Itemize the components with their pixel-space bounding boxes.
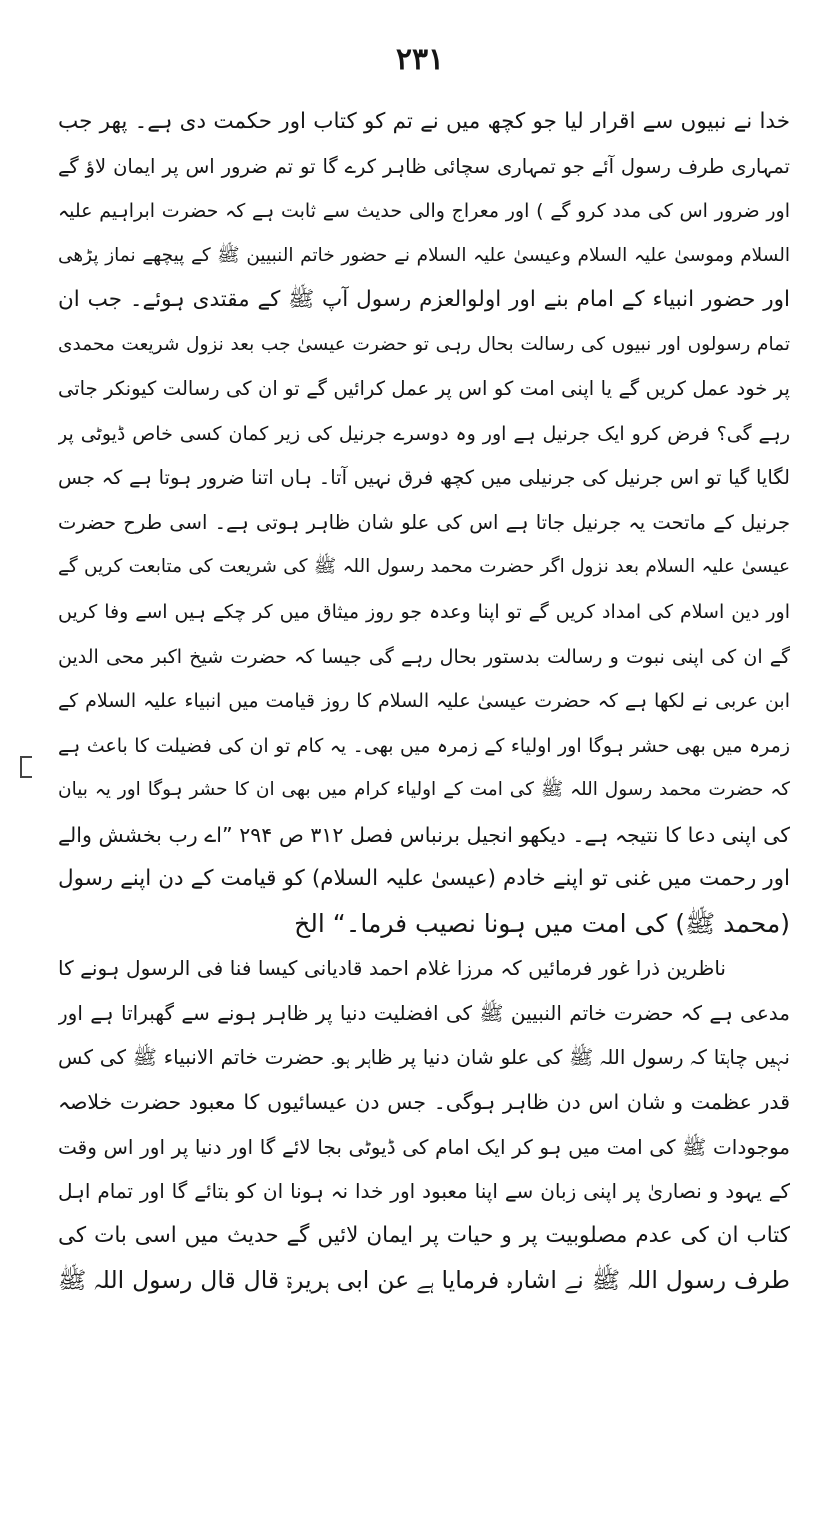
text-line: لگایا گیا تو اس جرنیل کی جرنیلی میں کچھ فرق نہیں آتا۔ ہاں اتنا ضرور ہوتا ہے کہ جس	[58, 466, 790, 490]
text-line: کی اپنی دعا کا نتیجہ ہے۔ دیکھو انجیل برنباس فصل ۳۱۲ ص ۲۹۴ ”اے رب بخشش والے	[58, 822, 790, 847]
text-line: اور حضور انبیاء کے امام بنے اور اولوالعزم رسول آپ ﷺ کے مقتدی ہوئے۔ جب ان	[58, 287, 790, 313]
text-line: السلام وموسیٰ علیہ السلام وعیسیٰ علیہ السلام نے حضور خاتم النبیین ﷺ کے پیچھے نماز پڑھی	[58, 244, 790, 266]
text-line: نہیں چاہتا کہ رسول اللہ ﷺ کی علو شان دنیا پر ظاہر ہو۔ حضرت خاتم الانبیاء ﷺ کی کس	[58, 1045, 790, 1070]
text-line: تمام رسولوں اور نبیوں کی رسالت بحال رہی تو حضرت عیسیٰ جب بعد نزول شریعت محمدی	[58, 333, 790, 355]
text-line: پر خود عمل کریں گے یا اپنی امت کو اس پر عمل کرائیں گے تو ان کی رسالت کیونکر جاتی	[58, 377, 790, 401]
page-body-text	[58, 100, 790, 1303]
text-line: کتاب ان کی عدم مصلوبیت پر و حیات پر ایمان لائیں گے حدیث میں اسی بات کی	[58, 1222, 790, 1248]
text-line: رہے گی؟ فرض کرو ایک جرنیل ہے اور وہ دوسرے جرنیل کی زیر کمان کسی خاص ڈیوٹی پر	[58, 422, 790, 445]
text-line: اور ضرور اس کی مدد کرو گے ) اور معراج والی حدیث سے ثابت ہے کہ حضرت ابراہیم علیہ	[58, 200, 790, 223]
text-line: عیسیٰ علیہ السلام بعد نزول اگر حضرت محمد رسول اللہ ﷺ کی شریعت کی متابعت کریں گے	[58, 556, 790, 578]
text-line: خدا نے نبیوں سے اقرار لیا جو کچھ میں نے تم کو کتاب اور حکمت دی ہے۔ پھر جب	[58, 109, 790, 134]
margin-mark	[20, 756, 32, 778]
text-line: اور رحمت میں غنی تو اپنے خادم (عیسیٰ علیہ السلام) کو قیامت کے دن اپنے رسول	[58, 866, 790, 892]
text-line: زمرہ میں بھی حشر ہوگا اور اولیاء کے زمرہ میں بھی۔ یہ کام تو ان کی فضیلت کا باعث ہے	[58, 734, 790, 757]
text-line: (محمد ﷺ) کی امت میں ہونا نصیب فرما۔“ الخ	[294, 908, 790, 938]
text-line: کے یہود و نصاریٰ پر اپنی زبان سے اپنا معبود اور خدا نہ ہونا ان کو بتائے گا اور تمام اہل	[58, 1179, 790, 1204]
text-line: اور دین اسلام کی امداد کریں گے تو اپنا وعدہ جو روز میثاق میں کر چکے ہیں اسے وفا کریں	[58, 601, 790, 624]
text-line: قدر عظمت و شان اس دن ظاہر ہوگی۔ جس دن عیسائیوں کا معبود حضرت خلاصہ	[58, 1090, 790, 1115]
text-line: ابن عربی نے لکھا ہے کہ حضرت عیسیٰ علیہ السلام کا روز قیامت میں انبیاء علیہ السلام کے	[58, 690, 790, 713]
text-line: ناظرین ذرا غور فرمائیں کہ مرزا غلام احمد قادیانی کیسا فنا فی الرسول ہونے کا	[58, 956, 726, 981]
text-line: طرف رسول اللہ ﷺ نے اشارہ فرمایا ہے عن ابی ہریرۃ قال قال رسول اللہ ﷺ	[58, 1266, 790, 1295]
text-line: گے ان کی اپنی نبوت و رسالت بدستور بحال رہے گی جیسا کہ حضرت شیخ اکبر محی الدین	[58, 645, 790, 668]
text-line: موجودات ﷺ کی امت میں ہو کر ایک امام کی ڈیوٹی بجا لائے گا اور دنیا پر اور اس وقت	[58, 1134, 790, 1159]
text-line: کہ حضرت محمد رسول اللہ ﷺ کی امت کے اولیاء کرام میں بھی ان کا حشر ہوگا اور یہ بیان	[58, 779, 790, 801]
page-number: ۲۳۱	[395, 42, 445, 77]
text-line: جرنیل کے ماتحت یہ جرنیل جاتا ہے اس کی علو شان ظاہر ہوتی ہے۔ اسی طرح حضرت	[58, 510, 790, 534]
text-line: تمہاری طرف رسول آئے جو تمہاری سچائی ظاہر کرے گا تو تم ضرور اس پر ایمان لاؤ گے	[58, 154, 790, 178]
text-line: مدعی ہے کہ حضرت خاتم النبیین ﷺ کی افضلیت دنیا پر ظاہر ہونے سے گھبراتا ہے اور	[58, 1000, 790, 1025]
